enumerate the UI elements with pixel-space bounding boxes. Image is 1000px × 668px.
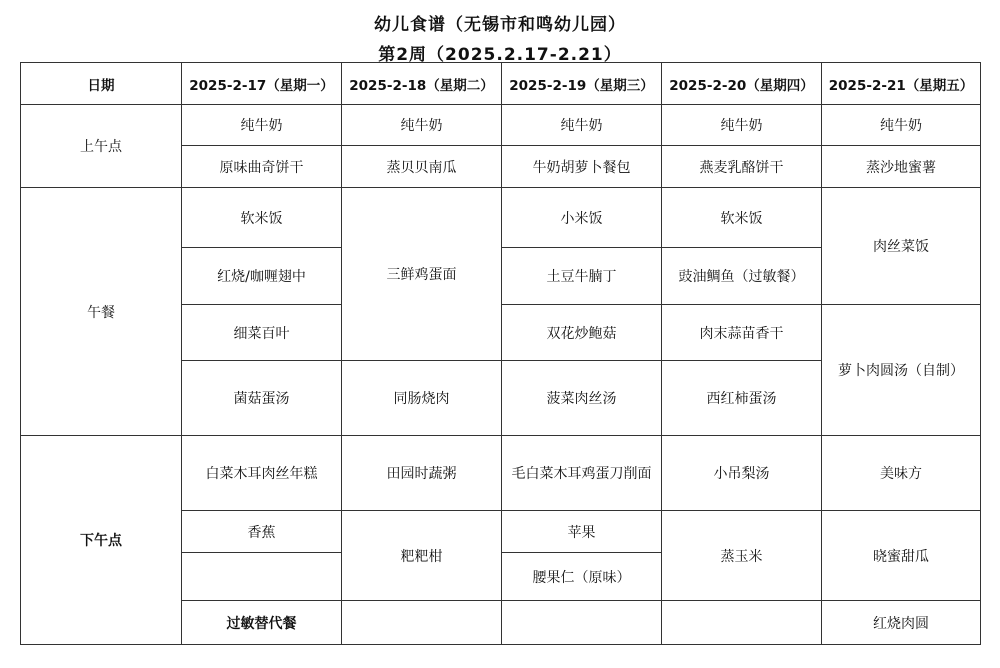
section-lunch: 午餐	[21, 188, 182, 436]
page-title: 幼儿食谱（无锡市和鸣幼儿园）	[374, 15, 626, 35]
cell-afternoon-fri-2: 晓蜜甜瓜	[822, 511, 981, 601]
cell-morning-thu-1: 纯牛奶	[662, 105, 822, 146]
section-afternoon: 下午点	[21, 436, 182, 645]
header-date: 日期	[21, 63, 182, 105]
header-row	[21, 63, 981, 105]
cell-lunch-mon-2: 红烧/咖喱翅中	[182, 248, 342, 305]
cell-lunch-wed-2: 土豆牛腩丁	[502, 248, 662, 305]
header-day-thu: 2025-2-20（星期四）	[662, 63, 822, 105]
cell-lunch-wed-3: 双花炒鲍菇	[502, 305, 662, 361]
menu-table	[20, 62, 981, 645]
table-row	[21, 105, 981, 146]
cell-afternoon-tue-1: 田园时蔬粥	[342, 436, 502, 511]
cell-morning-fri-1: 纯牛奶	[822, 105, 981, 146]
cell-afternoon-tue-2: 粑粑柑	[342, 511, 502, 601]
header-day-wed: 2025-2-19（星期三）	[502, 63, 662, 105]
cell-afternoon-mon-1: 白菜木耳肉丝年糕	[182, 436, 342, 511]
cell-morning-wed-2: 牛奶胡萝卜餐包	[502, 146, 662, 188]
section-allergy: 过敏替代餐	[182, 601, 342, 645]
cell-afternoon-mon-3	[182, 553, 342, 601]
cell-afternoon-mon-2: 香蕉	[182, 511, 342, 553]
cell-morning-thu-2: 燕麦乳酪饼干	[662, 146, 822, 188]
cell-morning-fri-2: 蒸沙地蜜薯	[822, 146, 981, 188]
cell-lunch-fri-1: 肉丝菜饭	[822, 188, 981, 305]
cell-lunch-tue-1: 三鲜鸡蛋面	[342, 188, 502, 361]
cell-afternoon-thu-1: 小吊梨汤	[662, 436, 822, 511]
cell-afternoon-wed-3: 腰果仁（原味）	[502, 553, 662, 601]
cell-allergy-mon	[342, 601, 502, 645]
cell-lunch-fri-2: 萝卜肉圆汤（自制）	[822, 305, 981, 436]
cell-allergy-tue	[502, 601, 662, 645]
header-day-tue: 2025-2-18（星期二）	[342, 63, 502, 105]
cell-morning-mon-2: 原味曲奇饼干	[182, 146, 342, 188]
cell-morning-tue-1: 纯牛奶	[342, 105, 502, 146]
cell-lunch-mon-3: 细菜百叶	[182, 305, 342, 361]
cell-lunch-mon-4: 菌菇蛋汤	[182, 361, 342, 436]
cell-lunch-wed-4: 菠菜肉丝汤	[502, 361, 662, 436]
cell-morning-mon-1: 纯牛奶	[182, 105, 342, 146]
cell-afternoon-thu-2: 蒸玉米	[662, 511, 822, 601]
cell-lunch-tue-2: 同肠烧肉	[342, 361, 502, 436]
page-subtitle: 第2周（2025.2.17-2.21）	[378, 45, 622, 65]
cell-afternoon-wed-2: 苹果	[502, 511, 662, 553]
cell-afternoon-wed-1: 毛白菜木耳鸡蛋刀削面	[502, 436, 662, 511]
cell-lunch-thu-2: 豉油鲷鱼（过敏餐）	[662, 248, 822, 305]
table-row	[21, 188, 981, 248]
header-day-mon: 2025-2-17（星期一）	[182, 63, 342, 105]
cell-lunch-thu-4: 西红柿蛋汤	[662, 361, 822, 436]
cell-lunch-thu-3: 肉末蒜苗香干	[662, 305, 822, 361]
cell-allergy-wed	[662, 601, 822, 645]
cell-morning-wed-1: 纯牛奶	[502, 105, 662, 146]
cell-lunch-wed-1: 小米饭	[502, 188, 662, 248]
table-row	[21, 436, 981, 511]
header-day-fri: 2025-2-21（星期五）	[822, 63, 981, 105]
cell-lunch-mon-1: 软米饭	[182, 188, 342, 248]
section-morning: 上午点	[21, 105, 182, 188]
cell-morning-tue-2: 蒸贝贝南瓜	[342, 146, 502, 188]
cell-allergy-thu: 红烧肉圆	[822, 601, 981, 645]
cell-lunch-thu-1: 软米饭	[662, 188, 822, 248]
cell-afternoon-fri-1: 美味方	[822, 436, 981, 511]
